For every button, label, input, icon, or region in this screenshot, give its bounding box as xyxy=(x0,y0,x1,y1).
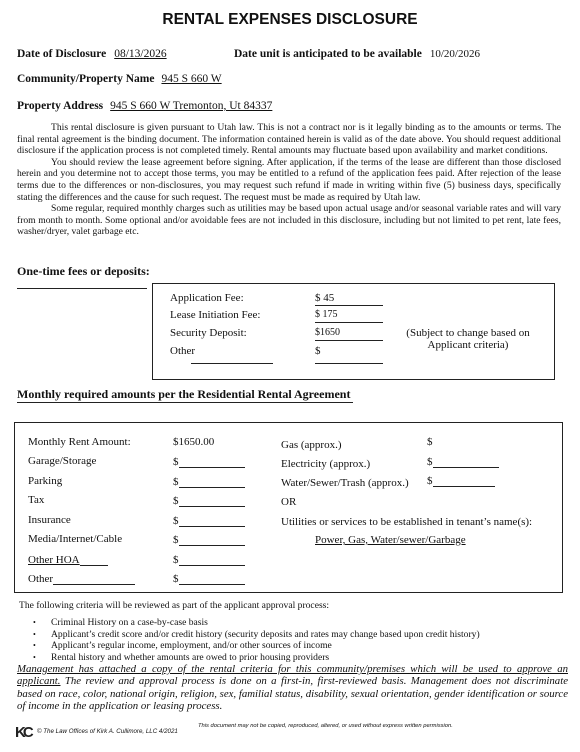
management-statement xyxy=(17,663,568,713)
criteria-item: • Applicant’s regular income, employment, and/or other sources of income xyxy=(33,640,332,651)
media-internet-cable-label: Media/Internet/Cable xyxy=(28,533,123,545)
law-office-logo: KC xyxy=(15,724,31,741)
date-available-value: 10/20/2026 xyxy=(429,48,480,60)
lease-initiation-fee-value: $ 175 xyxy=(315,309,383,323)
monthly-rent-value: $1650.00 xyxy=(173,436,215,448)
other-hoa-value: $ xyxy=(173,553,245,566)
water-sewer-trash-value: $ xyxy=(427,474,495,487)
other-fee-name-line xyxy=(191,363,273,364)
parking-label: Parking xyxy=(28,475,63,487)
other-hoa-label: Other HOA xyxy=(28,553,108,566)
date-of-disclosure-label: Date of Disclosure xyxy=(17,48,107,60)
water-sewer-trash-label: Water/Sewer/Trash (approx.) xyxy=(281,477,409,489)
date-of-disclosure xyxy=(17,44,167,62)
address-label: Property Address xyxy=(17,100,104,112)
disclosure-paragraphs xyxy=(17,122,561,238)
monthly-amounts-box xyxy=(14,422,563,593)
paragraph-charges: Some regular, required monthly charges such as utilities may be based upon actual usage and/or seasonal variable rates and will vary from month to month. Some optional and/or avoidable fees are not included in this disclosure, including but not limited to pet rent, late fees, washer/dryer, valet garbage etc. xyxy=(17,203,561,238)
criteria-intro: The following criteria will be reviewed as part of the applicant approval process: xyxy=(19,600,330,611)
gas-value: $ xyxy=(427,436,433,448)
monthly-rent-label: Monthly Rent Amount: xyxy=(28,436,131,448)
lease-initiation-fee-label: Lease Initiation Fee: xyxy=(170,309,261,321)
community-label: Community/Property Name xyxy=(17,73,155,85)
other-monthly-value: $ xyxy=(173,572,245,585)
subject-to-change-note: (Subject to change based on Applicant criteria) xyxy=(406,327,530,351)
gas-label: Gas (approx.) xyxy=(281,439,342,451)
tenant-utilities-value: Power, Gas, Water/sewer/Garbage xyxy=(315,534,466,546)
insurance-value: $ xyxy=(173,514,245,527)
garage-storage-value: $ xyxy=(173,455,245,468)
media-internet-cable-value: $ xyxy=(173,533,245,546)
paragraph-lease-review: You should review the lease agreement before signing. After application, if the terms of the lease are different than those disclosed herein and you determine not to accept those terms, you may be entitled to a refund of the application fees paid. After rejection of the lease terms due to the differences or non-disclosures, you may request such refund if made in writing within five (5) business days, specifically stating the differences and the cause for such request. The request must be made as required by Utah law. xyxy=(17,156,561,203)
or-text: OR xyxy=(281,496,297,508)
criteria-list xyxy=(33,612,480,663)
copy-notice: This document may not be copied, reproduced, altered, or used without express written permission. xyxy=(198,723,453,729)
tax-value: $ xyxy=(173,494,245,507)
property-address xyxy=(17,96,272,114)
tax-label: Tax xyxy=(28,494,45,506)
electricity-value: $ xyxy=(427,455,499,468)
one-time-heading: One-time fees or deposits: xyxy=(17,264,150,278)
garage-storage-label: Garage/Storage xyxy=(28,455,97,467)
application-fee-value: $ 45 xyxy=(315,292,383,306)
other-fee-value: $ xyxy=(315,345,321,357)
community-value: 945 S 660 W xyxy=(161,73,222,85)
date-available xyxy=(234,44,480,62)
management-underlined: Management has attached a copy of the rental criteria for this community/premises which will be used to approve an applicant. xyxy=(17,663,568,688)
other-fee-amount-line xyxy=(315,363,383,364)
tenant-utilities-label: Utilities or services to be established in tenant’s name(s): xyxy=(281,516,533,528)
document-title: RENTAL EXPENSES DISCLOSURE xyxy=(162,11,418,28)
insurance-label: Insurance xyxy=(28,514,71,526)
monthly-heading: Monthly required amounts per the Residential Rental Agreement xyxy=(17,387,351,401)
community-name xyxy=(17,69,222,87)
copyright-text: © The Law Offices of Kirk A. Cullimore, LLC 4/2021 xyxy=(37,728,178,735)
one-time-fees-box xyxy=(152,283,555,380)
paragraph-legal: This rental disclosure is given pursuant to Utah law. This is not a contract nor is it legally binding as to the amounts or terms. The final rental agreement is the binding document. The information contained herein is valid as of the date above. You should request additional disclosure if the application process is not completed timely. Rental amounts may fluctuate based upon availability and market conditions. xyxy=(17,122,561,157)
divider-line xyxy=(17,288,147,289)
date-available-label: Date unit is anticipated to be available xyxy=(234,48,422,60)
application-fee-label: Application Fee: xyxy=(170,292,244,304)
security-deposit-value: $1650 xyxy=(315,327,383,341)
security-deposit-label: Security Deposit: xyxy=(170,327,247,339)
parking-value: $ xyxy=(173,475,245,488)
date-of-disclosure-value: 08/13/2026 xyxy=(114,48,167,60)
management-rest: The review and approval process is done on a first-in, first-reviewed basis. Management does not discriminate based on race, color, national origin, religion, sex, familial status, disability, sexual orientation, gender identification or source of income in the application or leasing process. xyxy=(17,675,568,713)
criteria-item: • Applicant’s credit score and/or credit history (security deposits and rates may change based upon credit history) xyxy=(33,628,480,640)
criteria-item: • Criminal History on a case-by-case basis xyxy=(33,617,208,628)
address-value: 945 S 660 W Tremonton, Ut 84337 xyxy=(110,100,273,112)
electricity-label: Electricity (approx.) xyxy=(281,458,371,470)
criteria-item: • Rental history and whether amounts are owed to prior housing providers xyxy=(33,651,330,663)
other-fee-label: Other xyxy=(170,345,196,357)
monthly-heading-underline xyxy=(17,402,353,403)
other-monthly-label: Other xyxy=(28,572,135,585)
